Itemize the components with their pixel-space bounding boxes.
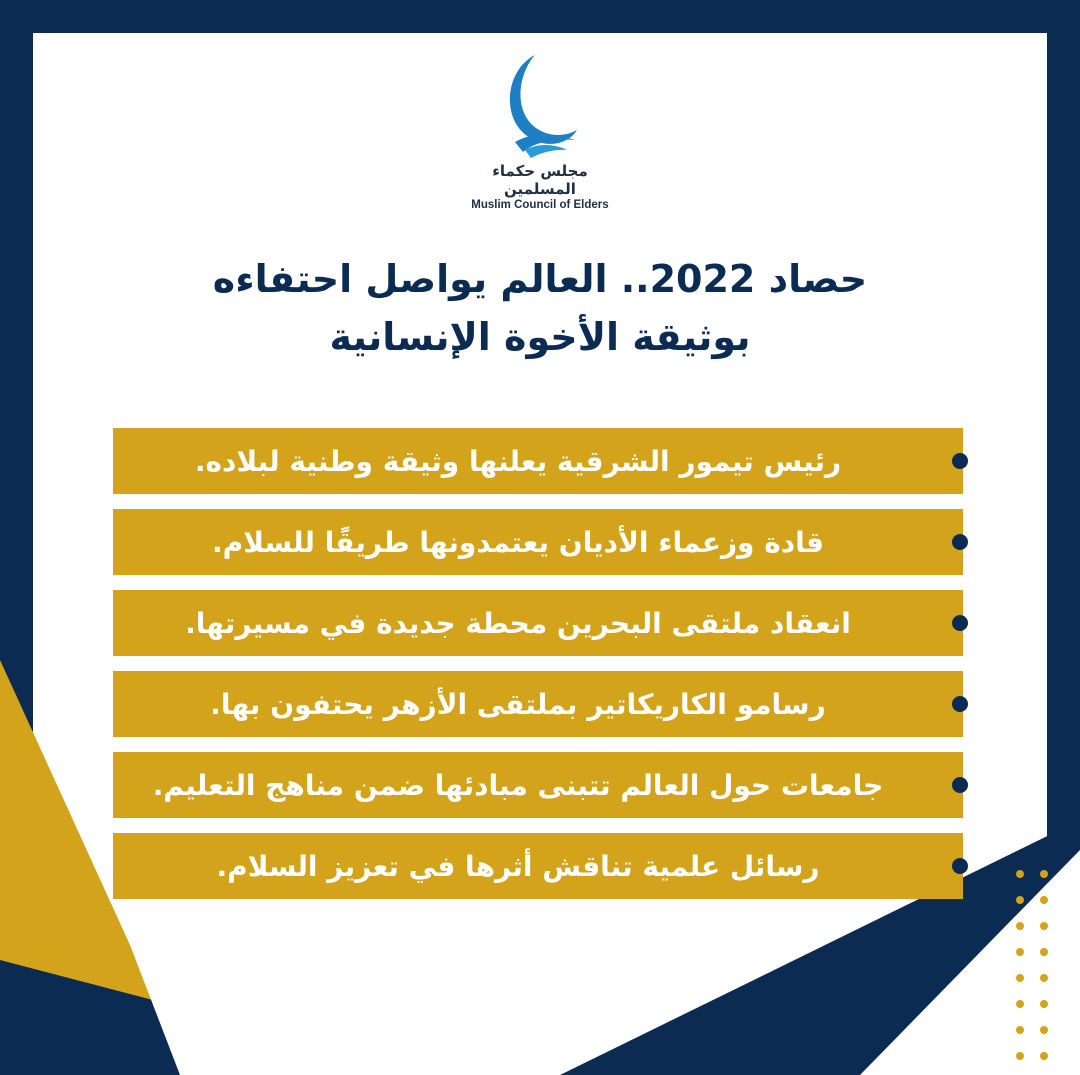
dot-icon [1016, 948, 1024, 956]
list-item-text: جامعات حول العالم تتبنى مبادئها ضمن مناهج التعليم. [152, 768, 884, 802]
list-item [113, 590, 963, 656]
list-item-text: رئيس تيمور الشرقية يعلنها وثيقة وطنية لبلاده. [194, 444, 842, 478]
list-item [113, 509, 963, 575]
list-item-text: رسامو الكاريكاتير بملتقى الأزهر يحتفون بها. [210, 687, 826, 721]
list-item-text: رسائل علمية تناقش أثرها في تعزيز السلام. [216, 849, 820, 883]
dot-icon [1040, 1026, 1048, 1034]
bullet-icon [952, 696, 968, 712]
list-item-text: قادة وزعماء الأديان يعتمدونها طريقًا للسلام. [212, 525, 824, 559]
dot-icon [1040, 974, 1048, 982]
dot-icon [1040, 922, 1048, 930]
bullet-icon [952, 858, 968, 874]
dot-icon [1040, 948, 1048, 956]
dot-icon [1016, 1000, 1024, 1008]
bullet-icon [952, 615, 968, 631]
title-line-1: حصاد 2022.. العالم يواصل احتفاءه [212, 257, 868, 301]
dot-icon [1016, 1026, 1024, 1034]
dot-icon [1040, 896, 1048, 904]
bullet-icon [952, 777, 968, 793]
logo-arabic-name: مجلس حكماء المسلمين [492, 162, 588, 198]
dot-icon [1016, 922, 1024, 930]
list-item [113, 428, 963, 494]
dot-icon [1040, 1000, 1048, 1008]
list-item [113, 752, 963, 818]
list-item-text: انعقاد ملتقى البحرين محطة جديدة في مسيرتها. [185, 606, 851, 640]
list-item [113, 671, 963, 737]
title-line-2: بوثيقة الأخوة الإنسانية [329, 315, 751, 359]
dot-icon [1016, 896, 1024, 904]
bullet-icon [952, 534, 968, 550]
list-item [113, 833, 963, 899]
bullet-icon [952, 453, 968, 469]
dot-icon [1040, 870, 1048, 878]
dot-icon [1016, 1052, 1024, 1060]
dot-icon [1016, 974, 1024, 982]
dot-icon [1040, 1052, 1048, 1060]
logo-english-name: Muslim Council of Elders [471, 199, 609, 211]
dot-icon [1016, 870, 1024, 878]
